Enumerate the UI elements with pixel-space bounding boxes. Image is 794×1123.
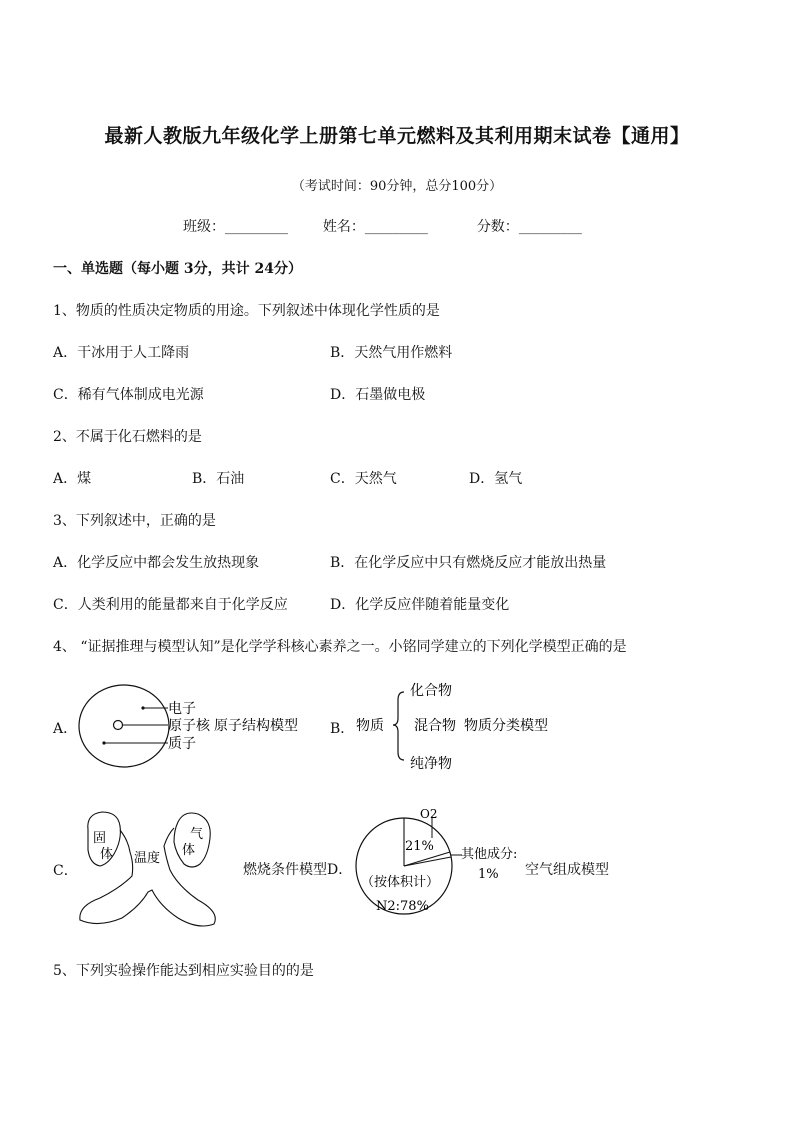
o2-percent: 21% [405,839,434,854]
other-components-label: 其他成分: [461,847,518,862]
option-b: B．石油 [192,471,245,487]
proton-label: 质子 [168,736,196,752]
exam-info: （考试时间：90分钟，总分100分） [291,179,503,194]
combustion-conditions-diagram [74,806,224,932]
temperature-label: 温度 [134,851,161,866]
option-a: A．煤 [53,471,92,487]
option-b: B．在化学反应中只有燃烧反应才能放出热量 [330,555,607,571]
option-d: D．化学反应伴随着能量变化 [330,597,510,613]
other-components-percent: 1% [478,867,499,882]
air-composition-caption: 空气组成模型 [525,862,609,878]
question-stem: 5、下列实验操作能达到相应实验目的的是 [53,963,314,979]
student-info-fields [183,216,582,236]
electron-label: 电子 [168,701,196,717]
substance-classification-diagram [352,676,572,776]
option-a: A．化学反应中都会发生放热现象 [53,555,260,571]
pure-substance-label: 纯净物 [410,756,452,772]
class-label: 班级： [183,219,225,235]
class-blank[interactable]: _________ [225,219,288,235]
score-label: 分数： [476,219,519,235]
option-b: B．天然气用作燃料 [330,345,453,361]
gas-char-2: 体 [182,843,196,858]
mixture-label: 混合物 [414,718,456,734]
option-c: C．稀有气体制成电光源 [53,387,204,403]
gas-char-1: 气 [190,827,204,842]
name-label: 姓名： [322,219,365,235]
solid-char-1: 固 [93,831,107,846]
name-blank[interactable]: _________ [364,219,428,235]
nucleus-label: 原子核 [168,718,210,734]
option-a: A．干冰用于人工降雨 [53,345,190,361]
section-heading: 一、单选题（每小题 3分，共计 24分） [53,261,302,277]
o2-label: O2 [420,807,438,821]
question-stem: 2、不属于化石燃料的是 [53,429,202,445]
combustion-caption: 燃烧条件模型D． [243,862,353,878]
compound-label: 化合物 [410,683,452,699]
question-stem: 1、物质的性质决定物质的用途。下列叙述中体现化学性质的是 [53,303,440,319]
n2-label: N2:78% [376,899,429,914]
option-b-letter: B． [330,721,355,737]
option-c: C．天然气 [330,471,397,487]
air-composition-pie [352,802,532,926]
question-stem: 4、 “证据推理与模型认知”是化学学科核心素养之一。小铭同学建立的下列化学模型正确的是 [53,639,627,655]
atom-model-caption: 原子结构模型 [214,718,298,734]
option-c: C．人类利用的能量都来自于化学反应 [53,597,288,613]
substance-label: 物质 [356,718,384,734]
option-a-letter: A． [53,721,78,737]
option-d: D．石墨做电极 [330,387,426,403]
question-stem: 3、下列叙述中，正确的是 [53,513,216,529]
classification-caption: 物质分类模型 [464,718,548,734]
option-d: D．氢气 [469,471,523,487]
page-title: 最新人教版九年级化学上册第七单元燃料及其利用期末试卷【通用】 [104,125,690,147]
solid-char-2: 体 [100,847,114,862]
by-volume-label: （按体积计） [361,875,440,890]
atom-structure-diagram [78,682,318,772]
score-blank[interactable]: _________ [518,219,582,235]
option-c-letter: C． [53,863,78,879]
